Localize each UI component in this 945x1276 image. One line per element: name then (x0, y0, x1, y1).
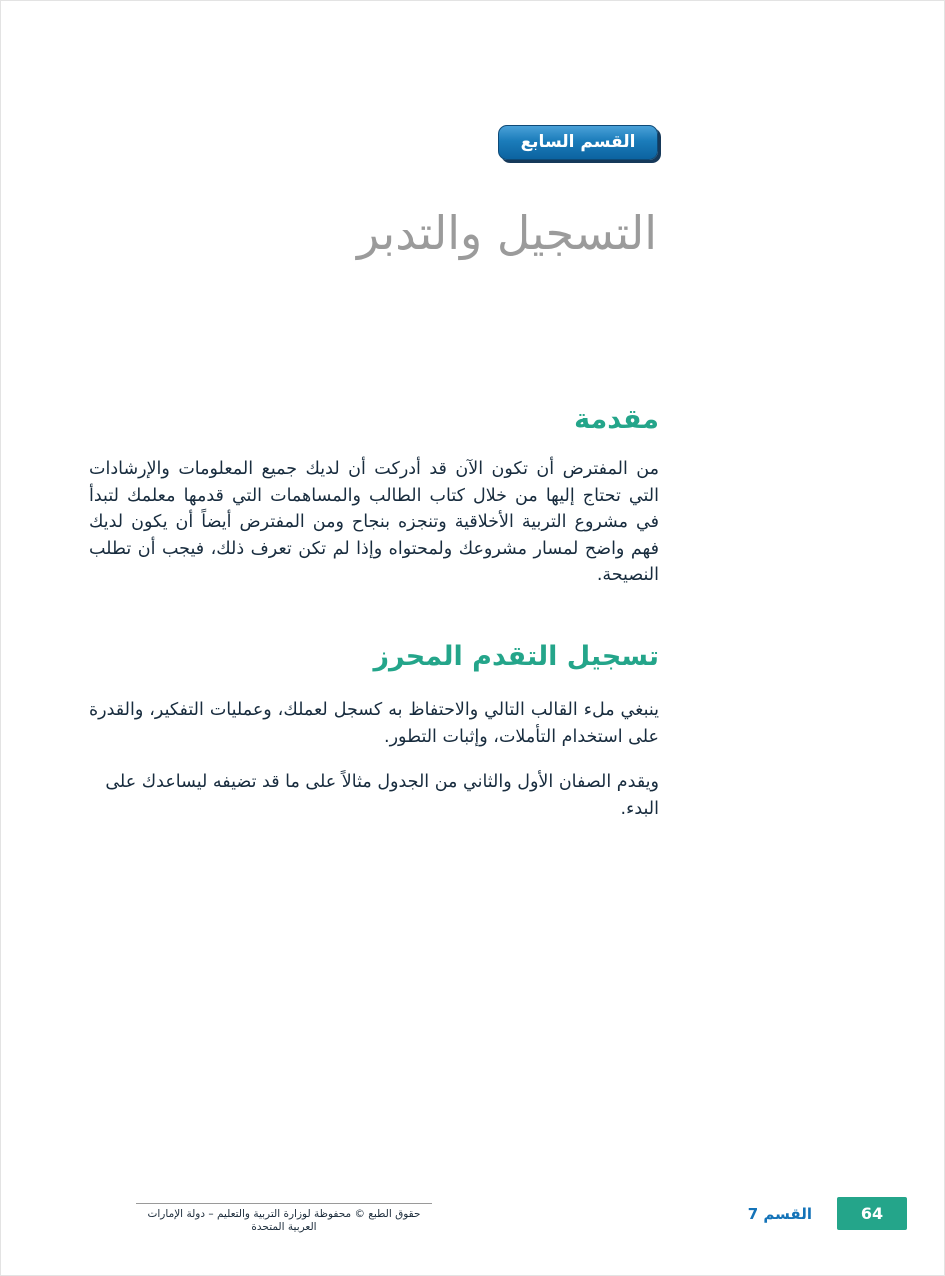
heading-introduction: مقدمة (574, 404, 659, 435)
page-number-badge (837, 1197, 907, 1230)
introduction-paragraph: من المفترض أن تكون الآن قد أدركت أن لديك جميع المعلومات والإرشادات التي تحتاج إليها من خلال كتاب الطالب والمساهمات التي قدمها معلمك لتبدأ في مشروع التربية الأخلاقية وتنجزه بنجاح ومن المفترض أيضاً أن يكون لديك فهم واضح لمسار مشروعك ولمحتواه وإذا لم تكن تعرف ذلك، فيجب أن تطلب النصيحة. (89, 459, 659, 585)
section-badge (498, 125, 658, 160)
progress-paragraph-2: ويقدم الصفان الأول والثاني من الجدول مثالاً على ما قد تضيفه ليساعدك على البدء. (105, 772, 659, 819)
progress-paragraph-1: ينبغي ملء القالب التالي والاحتفاظ به كسجل لعملك، وعمليات التفكير، والقدرة على استخدام التأملات، وإثبات التطور. (89, 700, 659, 747)
copyright-text: حقوق الطبع © محفوظة لوزارة التربية والتعليم – دولة الإمارات العربية المتحدة (136, 1203, 432, 1234)
footer-section-label: القسم 7 (747, 1205, 812, 1223)
page-number: 64 (860, 1204, 884, 1223)
section-badge-label: القسم السابع (520, 132, 636, 152)
heading-progress-recording: تسجيل التقدم المحرز (373, 641, 659, 672)
page-title: التسجيل والتدبر (357, 206, 657, 260)
